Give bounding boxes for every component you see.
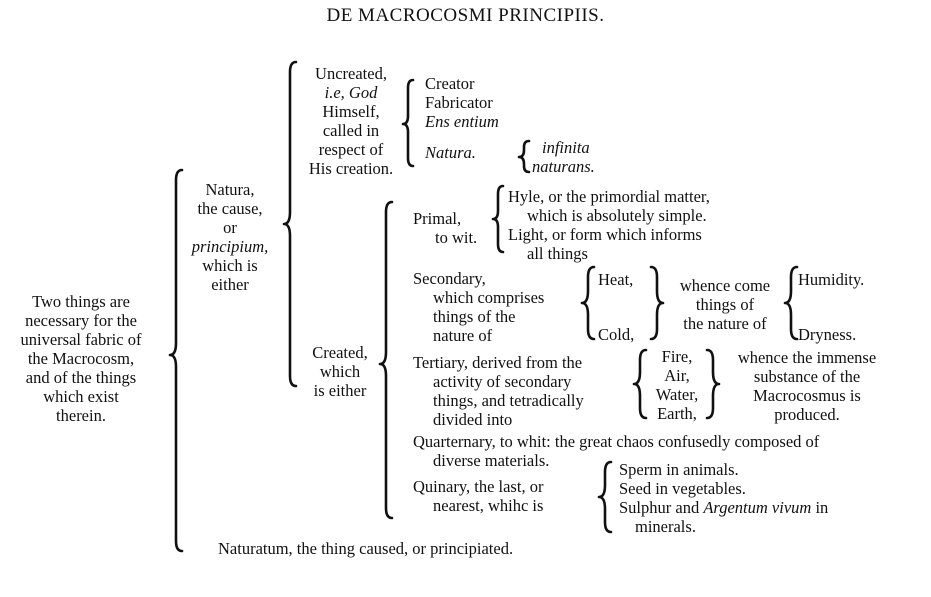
primal-items: Hyle, or the primordial matter, which is absolutely simple. Light, or form which informs all things — [508, 187, 710, 263]
tertiary-elements: Fire, Air, Water, Earth, — [655, 347, 699, 423]
page-title: DE MACROCOSMI PRINCIPIIS. — [326, 5, 605, 26]
uncreated-brace — [403, 80, 413, 166]
quinary-brace — [599, 462, 611, 532]
natura-text: Natura, the cause, or principium, which is either — [191, 180, 269, 294]
quaternary-text: Quarternary, to whit: the great chaos confusedly composed of diverse materials. — [413, 432, 820, 470]
secondary-left-brace — [582, 267, 594, 339]
uncreated-text: Uncreated, i.e, God Himself, called in respect of His creation. — [308, 64, 394, 178]
secondary-label: Secondary, which comprises things of the nature of — [413, 269, 545, 345]
created-text: Created, which is either — [312, 343, 368, 400]
tertiary-right-brace — [707, 350, 719, 418]
tertiary-left-brace — [634, 350, 646, 418]
naturatum-text: Naturatum, the thing caused, or principiated. — [218, 539, 514, 558]
natura-brace — [284, 62, 296, 386]
secondary-heat: Heat, — [598, 270, 634, 289]
secondary-humidity: Humidity. — [798, 270, 865, 289]
tertiary-label: Tertiary, derived from the activity of secondary things, and tetradically divided into — [413, 353, 584, 429]
tertiary-result: whence the immense substance of the Macrocosmus is produced. — [737, 348, 877, 424]
secondary-result-brace — [785, 267, 797, 339]
secondary-right-brace — [651, 267, 663, 339]
natura-naturans-text: infinita naturans. — [532, 138, 595, 176]
root-text: Two things are necessary for the universal fabric of the Macrocosm, and of the things which exist therein. — [20, 292, 142, 425]
quinary-items: Sperm in animals. Seed in vegetables. Sulphur and Argentum vivum in minerals. — [619, 460, 829, 536]
secondary-dryness: Dryness. — [798, 325, 857, 344]
creator-names: Creator Fabricator Ens entium — [425, 74, 499, 131]
natura-naturans-brace — [519, 141, 529, 172]
natura-word: Natura. — [425, 143, 476, 162]
secondary-cold: Cold, — [598, 325, 635, 344]
primal-label: Primal, to wit. — [413, 209, 478, 247]
sulphur-line: Sulphur and Argentum vivum in — [619, 498, 829, 517]
primal-brace — [493, 186, 503, 252]
secondary-whence: whence come things of the nature of — [679, 276, 771, 333]
quinary-label: Quinary, the last, or nearest, whihc is — [413, 477, 544, 515]
